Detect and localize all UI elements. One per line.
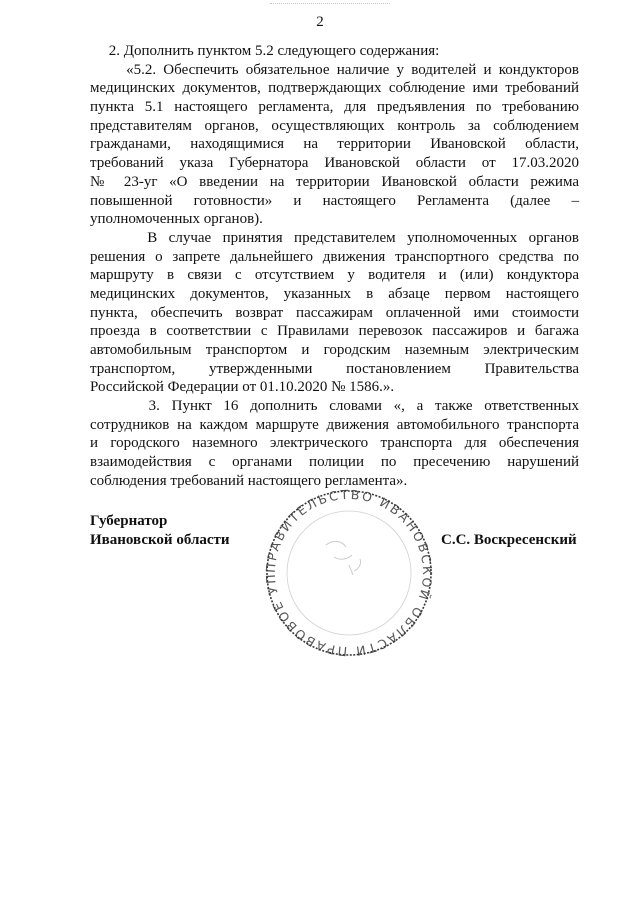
text-line: повышенной готовности» и настоящего Регламента (далее – [90, 192, 579, 209]
paragraph-point-16 [90, 397, 579, 490]
text-line: гражданами, находящимися на территории Ивановской области, [90, 136, 579, 153]
text-line: медицинских документов, подтверждающих соблюдение ими требований [90, 80, 579, 97]
text-line: требований указа Губернатора Ивановской области от 17.03.2020 [90, 155, 579, 172]
text-line: взаимодействия с органами полиции по пресечению нарушений [90, 454, 579, 471]
text-line: 3. Пункт 16 дополнить словами «, а также ответственных [90, 398, 579, 415]
text-line: представителям органов, осуществляющих контроль за соблюдением [90, 117, 579, 134]
text-line: медицинских документов, указанных в абзаце первом настоящего [90, 285, 579, 302]
text-line: сотрудников на каждом маршруте движения автомобильного транспорта [90, 416, 579, 433]
text-line: маршруту в связи с отсутствием у водителя и (или) кондуктора [90, 267, 579, 284]
paragraph-refusal-case [90, 229, 579, 397]
signatory-title-line2: Ивановской области [90, 531, 230, 548]
signatory-name: С.С. Воскресенский [441, 532, 577, 548]
text-line: «5.2. Обеспечить обязательное наличие у водителей и кондукторов [90, 61, 579, 78]
text-line: решения о запрете дальнейшего движения транспортного средства по [90, 248, 579, 265]
text-line: пункта 5.1 настоящего регламента, для предъявления по требованию [90, 99, 579, 116]
signatory-title-line1: Губернатор [90, 513, 168, 529]
text-line: автомобильным транспортом и городским наземным электрическим [90, 342, 579, 358]
text-line: № 23-уг «О введении на территории Ивановской области режима [90, 173, 579, 190]
text-line: В случае принятия представителем уполномоченных органов [90, 229, 579, 246]
text-line: транспортом, утвержденными постановлением Правительства [90, 360, 579, 377]
official-seal [264, 487, 434, 659]
text-line: и городского наземного электрического транспорта для обеспечения [90, 435, 579, 452]
signatory-title [90, 512, 230, 549]
svg-text:ПРАВИТЕЛЬСТВО ИВАНОВСКОЙ ОБЛАС: ПРАВИТЕЛЬСТВО ИВАНОВСКОЙ ОБЛАСТИ ПРАВОВОЕ УП [264, 487, 434, 659]
seal-stamp-icon [264, 487, 434, 659]
text-line: уполномоченных органов). [90, 211, 263, 228]
text-line: пункта, обеспечить возврат пассажирам оплаченной ими стоимости [90, 304, 579, 321]
paragraph-amendment-5-2 [90, 42, 579, 229]
header-scan-mark [270, 3, 390, 7]
text-line: соблюдения требований настоящего регламента». [90, 472, 408, 489]
page-number: 2 [316, 14, 324, 30]
text-line: Российской Федерации от 01.10.2020 № 1586.». [90, 379, 395, 396]
document-body [90, 42, 579, 491]
text-line: 2. Дополнить пунктом 5.2 следующего содержания: [90, 43, 440, 59]
text-line: проезда в соответствии с Правилами перевозок пассажиров и багажа [90, 323, 579, 340]
